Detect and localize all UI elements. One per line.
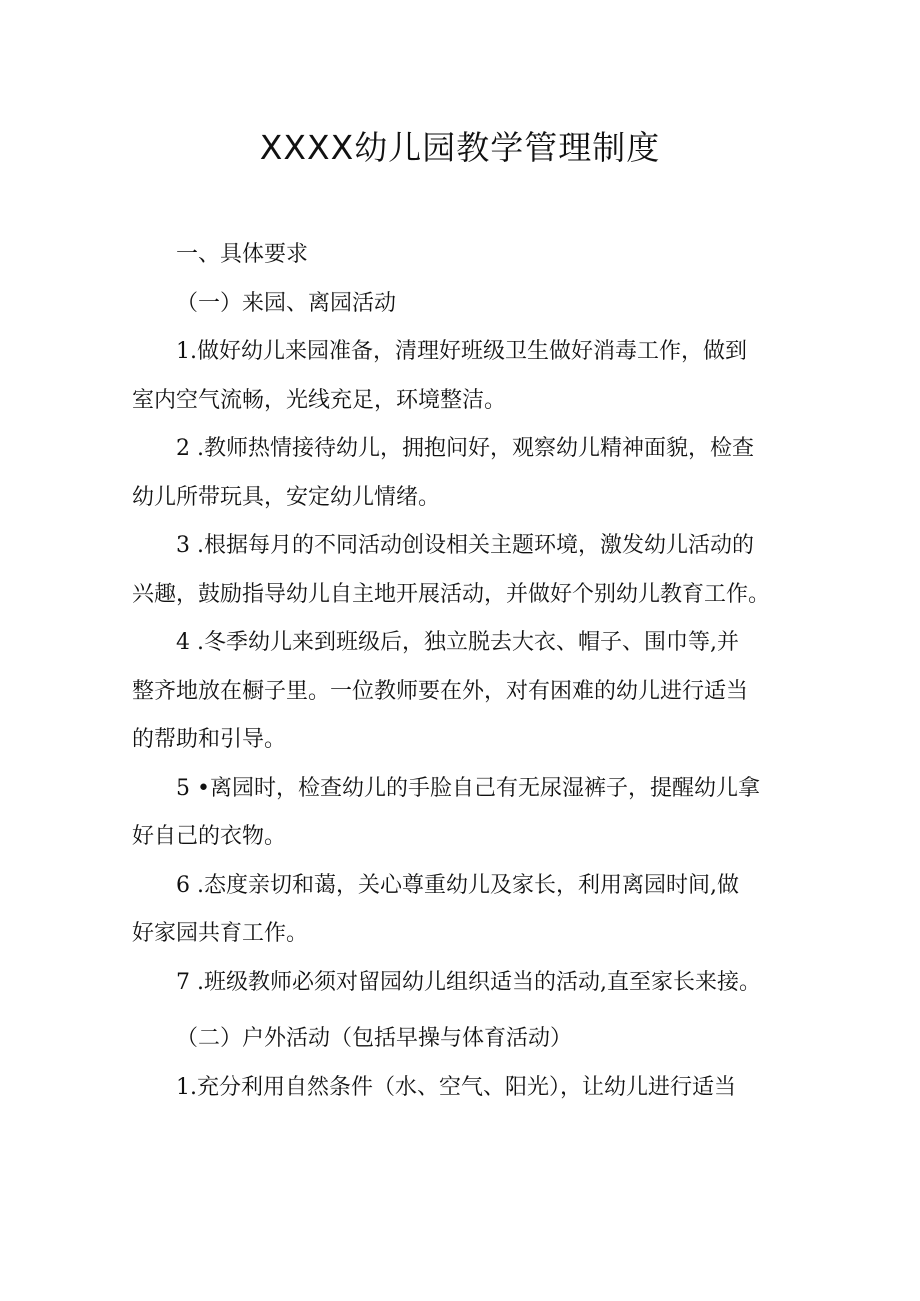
paragraph-line: 好家园共育工作。 xyxy=(132,921,309,946)
subsection-heading: （一）来园、离园活动 xyxy=(176,290,397,316)
paragraph-line: 室内空气流畅，光线充足，环境整洁。 xyxy=(132,387,507,413)
subsection-heading: （二）户外活动（包括早操与体育活动） xyxy=(176,1026,573,1051)
paragraph-line: 幼儿所带玩具，安定幼儿情绪。 xyxy=(132,484,441,510)
paragraph-line: 兴趣，鼓励指导幼儿自主地开展活动，并做好个别幼儿教育工作。 xyxy=(132,581,771,607)
paragraph-line: 1.做好幼儿来园准备，清理好班级卫生做好消毒工作，做到 xyxy=(176,339,747,364)
paragraph-line: 2 .教师热情接待幼儿，拥抱问好，观察幼儿精神面貌，检查 xyxy=(176,436,754,461)
paragraph-line: 6 .态度亲切和蔼，关心尊重幼儿及家长，利用离园时间,做 xyxy=(176,872,739,898)
paragraph-line: 的帮助和引导。 xyxy=(132,727,287,752)
paragraph-line: 3 .根据每月的不同活动创设相关主题环境，激发幼儿活动的 xyxy=(176,533,754,558)
paragraph-line: 好自己的衣物。 xyxy=(132,824,287,849)
paragraph-line: 4 .冬季幼儿来到班级后，独立脱去大衣、帽子、围巾等,并 xyxy=(176,630,739,655)
paragraph-line: 7 .班级教师必须对留园幼儿组织适当的活动,直至家长来接。 xyxy=(176,969,761,995)
document-title: XXXX幼儿园教学管理制度 xyxy=(259,128,661,167)
paragraph-line: 5 •离园时，检查幼儿的手脸自己有无尿湿裤子，提醒幼儿拿 xyxy=(176,775,760,801)
document-body xyxy=(132,231,792,1112)
section-heading: 一、具体要求 xyxy=(176,242,309,267)
paragraph-line: 1.充分利用自然条件（水、空气、阳光），让幼儿进行适当 xyxy=(176,1074,736,1100)
paragraph-line: 整齐地放在橱子里。一位教师要在外，对有困难的幼儿进行适当 xyxy=(132,678,749,704)
